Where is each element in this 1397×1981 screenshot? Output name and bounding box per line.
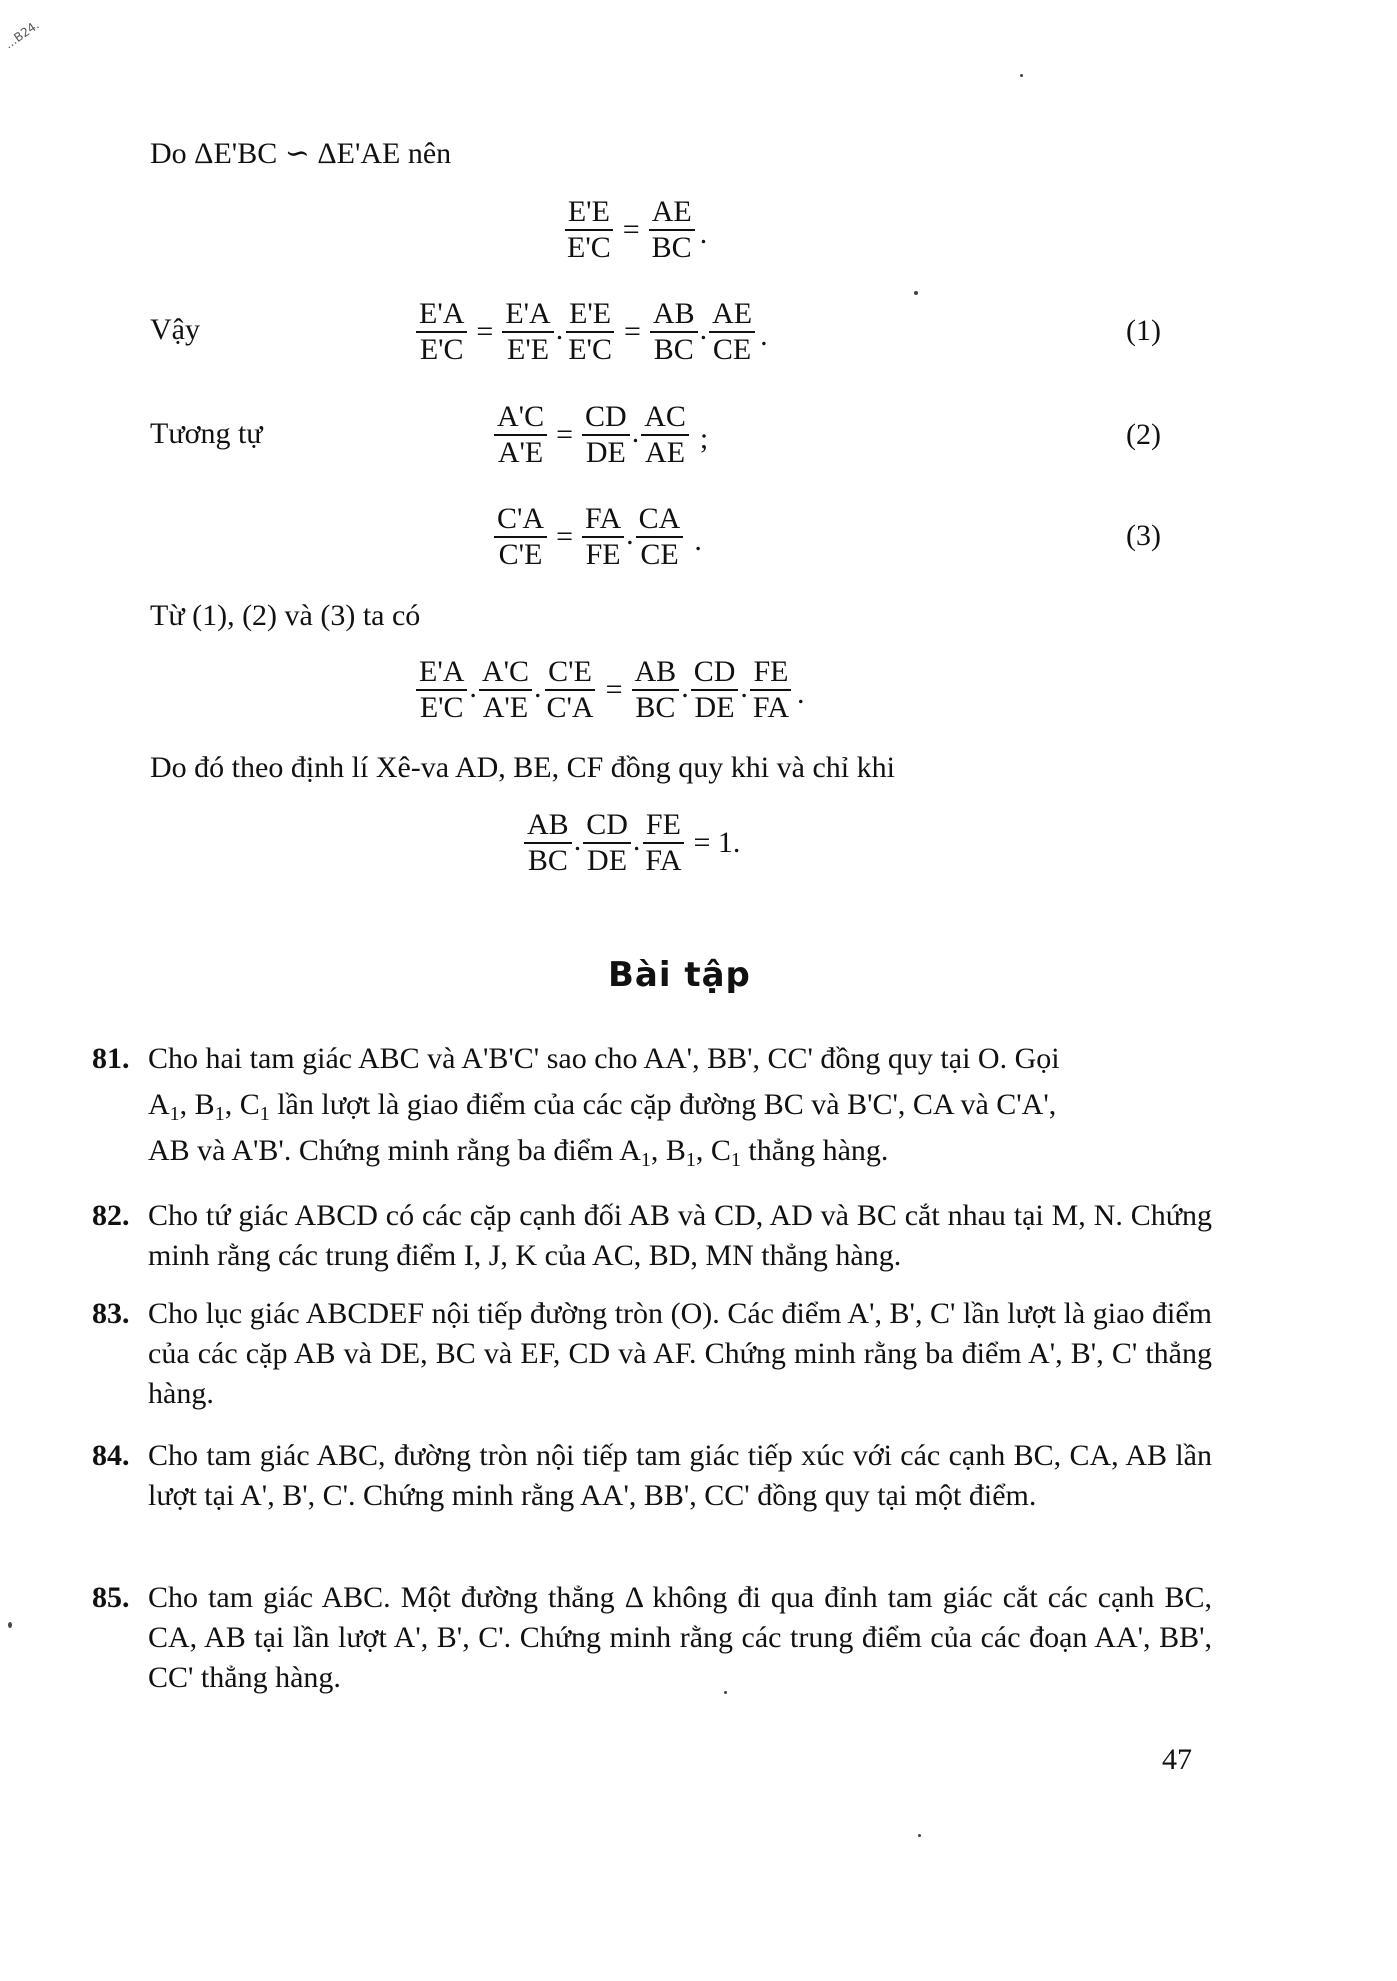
fraction xyxy=(544,655,597,725)
denominator: BC xyxy=(651,231,692,264)
exercise-number: 82. xyxy=(92,1199,130,1232)
equals-sign: = xyxy=(556,520,574,553)
exercise-number: 84. xyxy=(92,1439,130,1472)
fraction xyxy=(750,655,792,725)
fraction xyxy=(642,808,684,878)
equation-3 xyxy=(493,497,702,577)
period: . xyxy=(699,217,708,250)
denominator: E'C xyxy=(419,333,464,366)
numerator: FE xyxy=(643,808,684,844)
text-run: , B xyxy=(179,1088,215,1121)
denominator: DE xyxy=(585,436,626,469)
tuong-tu-label: Tương tự xyxy=(150,417,263,450)
numerator: CD xyxy=(691,655,739,691)
denominator: CE xyxy=(712,333,752,366)
text-run: AB và A'B'. Chứng minh rằng ba điểm A xyxy=(148,1134,641,1167)
denominator: A'E xyxy=(482,691,529,724)
times-dot: . xyxy=(534,671,542,704)
exercise-81 xyxy=(92,1036,1212,1174)
fraction xyxy=(636,502,684,572)
times-dot: . xyxy=(631,416,640,449)
text-run: , C xyxy=(695,1134,731,1167)
fraction xyxy=(564,195,614,265)
exercise-83 xyxy=(92,1294,1212,1414)
denominator: BC xyxy=(527,844,568,877)
text-run: , C xyxy=(224,1088,260,1121)
denominator: CE xyxy=(640,538,679,571)
scan-speck xyxy=(1020,74,1023,77)
fraction xyxy=(494,400,547,470)
exercise-number: 83. xyxy=(92,1297,130,1330)
numerator: CD xyxy=(583,808,631,844)
equals-sign: = xyxy=(476,315,494,348)
subscript: 1 xyxy=(685,1149,696,1171)
fraction xyxy=(565,297,615,367)
scan-speck xyxy=(8,1622,12,1628)
denominator: FE xyxy=(585,538,621,571)
fraction xyxy=(494,502,547,572)
period: . xyxy=(760,319,768,352)
numerator: E'E xyxy=(566,297,614,333)
equation-number-1: (1) xyxy=(1126,314,1161,347)
exercise-line xyxy=(148,1082,1212,1128)
text-run: lần lượt là giao điểm của các cặp đường BC và B'C', CA và C'A', xyxy=(269,1088,1057,1121)
fraction xyxy=(479,655,532,725)
numerator: CD xyxy=(582,400,630,436)
denominator: A'E xyxy=(497,436,544,469)
denominator: FA xyxy=(645,844,682,877)
period: . xyxy=(797,677,805,710)
text-run: thẳng hàng. xyxy=(740,1134,889,1167)
exercise-line: Cho hai tam giác ABC và A'B'C' sao cho AA', BB', CC' đồng quy tại O. Gọi xyxy=(148,1042,1060,1075)
denominator: AE xyxy=(645,436,686,469)
equals-sign: = xyxy=(623,315,641,348)
equals-one: = 1. xyxy=(693,826,741,859)
denominator: FA xyxy=(752,691,790,724)
times-dot: . xyxy=(573,824,582,857)
numerator: FA xyxy=(582,502,624,538)
denominator: E'C xyxy=(568,333,612,366)
numerator: AB xyxy=(650,297,698,333)
exercise-number: 81. xyxy=(92,1042,130,1075)
times-dot: . xyxy=(469,671,477,704)
fraction xyxy=(641,400,689,470)
numerator: E'A xyxy=(416,655,467,691)
fraction xyxy=(582,400,630,470)
exercise-body: Cho lục giác ABCDEF nội tiếp đường tròn (O). Các điểm A', B', C' lần lượt là giao điểm của các cặp AB và DE, BC và EF, CD và AF. Chứng minh rằng ba điểm A', B', C' thẳng hàng. xyxy=(148,1297,1212,1410)
denominator: E'E xyxy=(507,333,550,366)
tu-line: Từ (1), (2) và (3) ta có xyxy=(150,599,421,632)
exercise-85 xyxy=(92,1578,1212,1698)
exercise-body: Cho tam giác ABC, đường tròn nội tiếp tam giác tiếp xúc với các cạnh BC, CA, AB lần lượt tại A', B', C'. Chứng minh rằng AA', BB', CC' đồng quy tại một điểm. xyxy=(148,1439,1212,1512)
subscript: 1 xyxy=(169,1103,180,1125)
equation-number-3: (3) xyxy=(1126,519,1161,552)
equation-2 xyxy=(493,395,708,475)
page-number: 47 xyxy=(1162,1743,1192,1776)
subscript: 1 xyxy=(640,1149,651,1171)
numerator: A'C xyxy=(479,655,532,691)
text-run: , B xyxy=(650,1134,686,1167)
times-dot: . xyxy=(555,313,564,346)
numerator: AE xyxy=(709,297,755,333)
exercise-body: Cho tam giác ABC. Một đường thẳng Δ không đi qua đỉnh tam giác cắt các cạnh BC, CA, AB tại lần lượt A', B', C'. Chứng minh rằng các trung điểm của các đoạn AA', BB', CC' thẳng hàng. xyxy=(148,1581,1212,1694)
times-dot: . xyxy=(699,313,708,346)
fraction xyxy=(632,655,680,725)
equation-product xyxy=(415,650,805,730)
fraction xyxy=(416,297,467,367)
numerator: A'C xyxy=(494,400,547,436)
equals-sign: = xyxy=(622,213,640,246)
fraction xyxy=(582,502,624,572)
numerator: AB xyxy=(632,655,680,691)
equation-number-2: (2) xyxy=(1126,418,1161,451)
numerator: CA xyxy=(636,502,684,538)
denominator: E'C xyxy=(567,231,611,264)
exercise-82 xyxy=(92,1196,1212,1276)
fraction xyxy=(583,808,631,878)
times-dot: . xyxy=(632,824,641,857)
numerator: FE xyxy=(750,655,791,691)
fraction xyxy=(691,655,739,725)
denominator: C'E xyxy=(498,538,543,571)
scan-speck xyxy=(914,291,918,295)
equation-ceva xyxy=(523,803,748,883)
fraction xyxy=(502,297,553,367)
denominator: DE xyxy=(694,691,735,724)
denominator: E'C xyxy=(419,691,464,724)
denominator: BC xyxy=(653,333,694,366)
denominator: C'A xyxy=(546,691,594,724)
section-heading: Bài tập xyxy=(608,955,751,995)
times-dot: . xyxy=(681,671,689,704)
denominator: BC xyxy=(635,691,676,724)
equals-sign: = xyxy=(556,418,574,451)
subscript: 1 xyxy=(214,1103,225,1125)
corner-stamp-text: ...B24. xyxy=(2,17,42,52)
equation-similar-ratio xyxy=(563,190,707,270)
subscript: 1 xyxy=(730,1149,741,1171)
exercise-84 xyxy=(92,1436,1212,1516)
numerator: AB xyxy=(524,808,572,844)
times-dot: . xyxy=(626,518,634,551)
scan-speck xyxy=(724,1691,727,1694)
scan-speck xyxy=(918,1834,921,1837)
equals-sign: = xyxy=(605,673,623,706)
numerator: E'E xyxy=(565,195,613,231)
text-run: A xyxy=(148,1088,170,1121)
period: . xyxy=(694,524,702,557)
corner-stamp xyxy=(2,18,42,52)
subscript: 1 xyxy=(259,1103,270,1125)
fraction xyxy=(524,808,572,878)
ceva-line: Do đó theo định lí Xê-va AD, BE, CF đồng quy khi và chỉ khi xyxy=(150,751,895,784)
exercise-body: Cho tứ giác ABCD có các cặp cạnh đối AB và CD, AD và BC cắt nhau tại M, N. Chứng minh rằng các trung điểm I, J, K của AC, BD, MN thẳng hàng. xyxy=(148,1199,1212,1272)
numerator: E'A xyxy=(502,297,553,333)
numerator: E'A xyxy=(416,297,467,333)
exercise-line xyxy=(148,1128,1212,1174)
numerator: AC xyxy=(641,400,689,436)
times-dot: . xyxy=(740,671,748,704)
vay-label: Vậy xyxy=(150,313,200,346)
denominator: DE xyxy=(587,844,628,877)
intro-line: Do ΔE'BC ∽ ΔE'AE nên xyxy=(150,137,452,170)
fraction xyxy=(649,195,695,265)
equation-1 xyxy=(415,292,768,372)
exercise-number: 85. xyxy=(92,1581,130,1614)
semicolon: ; xyxy=(699,422,709,455)
exercise-body xyxy=(148,1036,1212,1174)
numerator: C'E xyxy=(545,655,595,691)
numerator: AE xyxy=(649,195,695,231)
fraction xyxy=(650,297,698,367)
numerator: C'A xyxy=(494,502,547,538)
fraction xyxy=(416,655,467,725)
fraction xyxy=(709,297,755,367)
